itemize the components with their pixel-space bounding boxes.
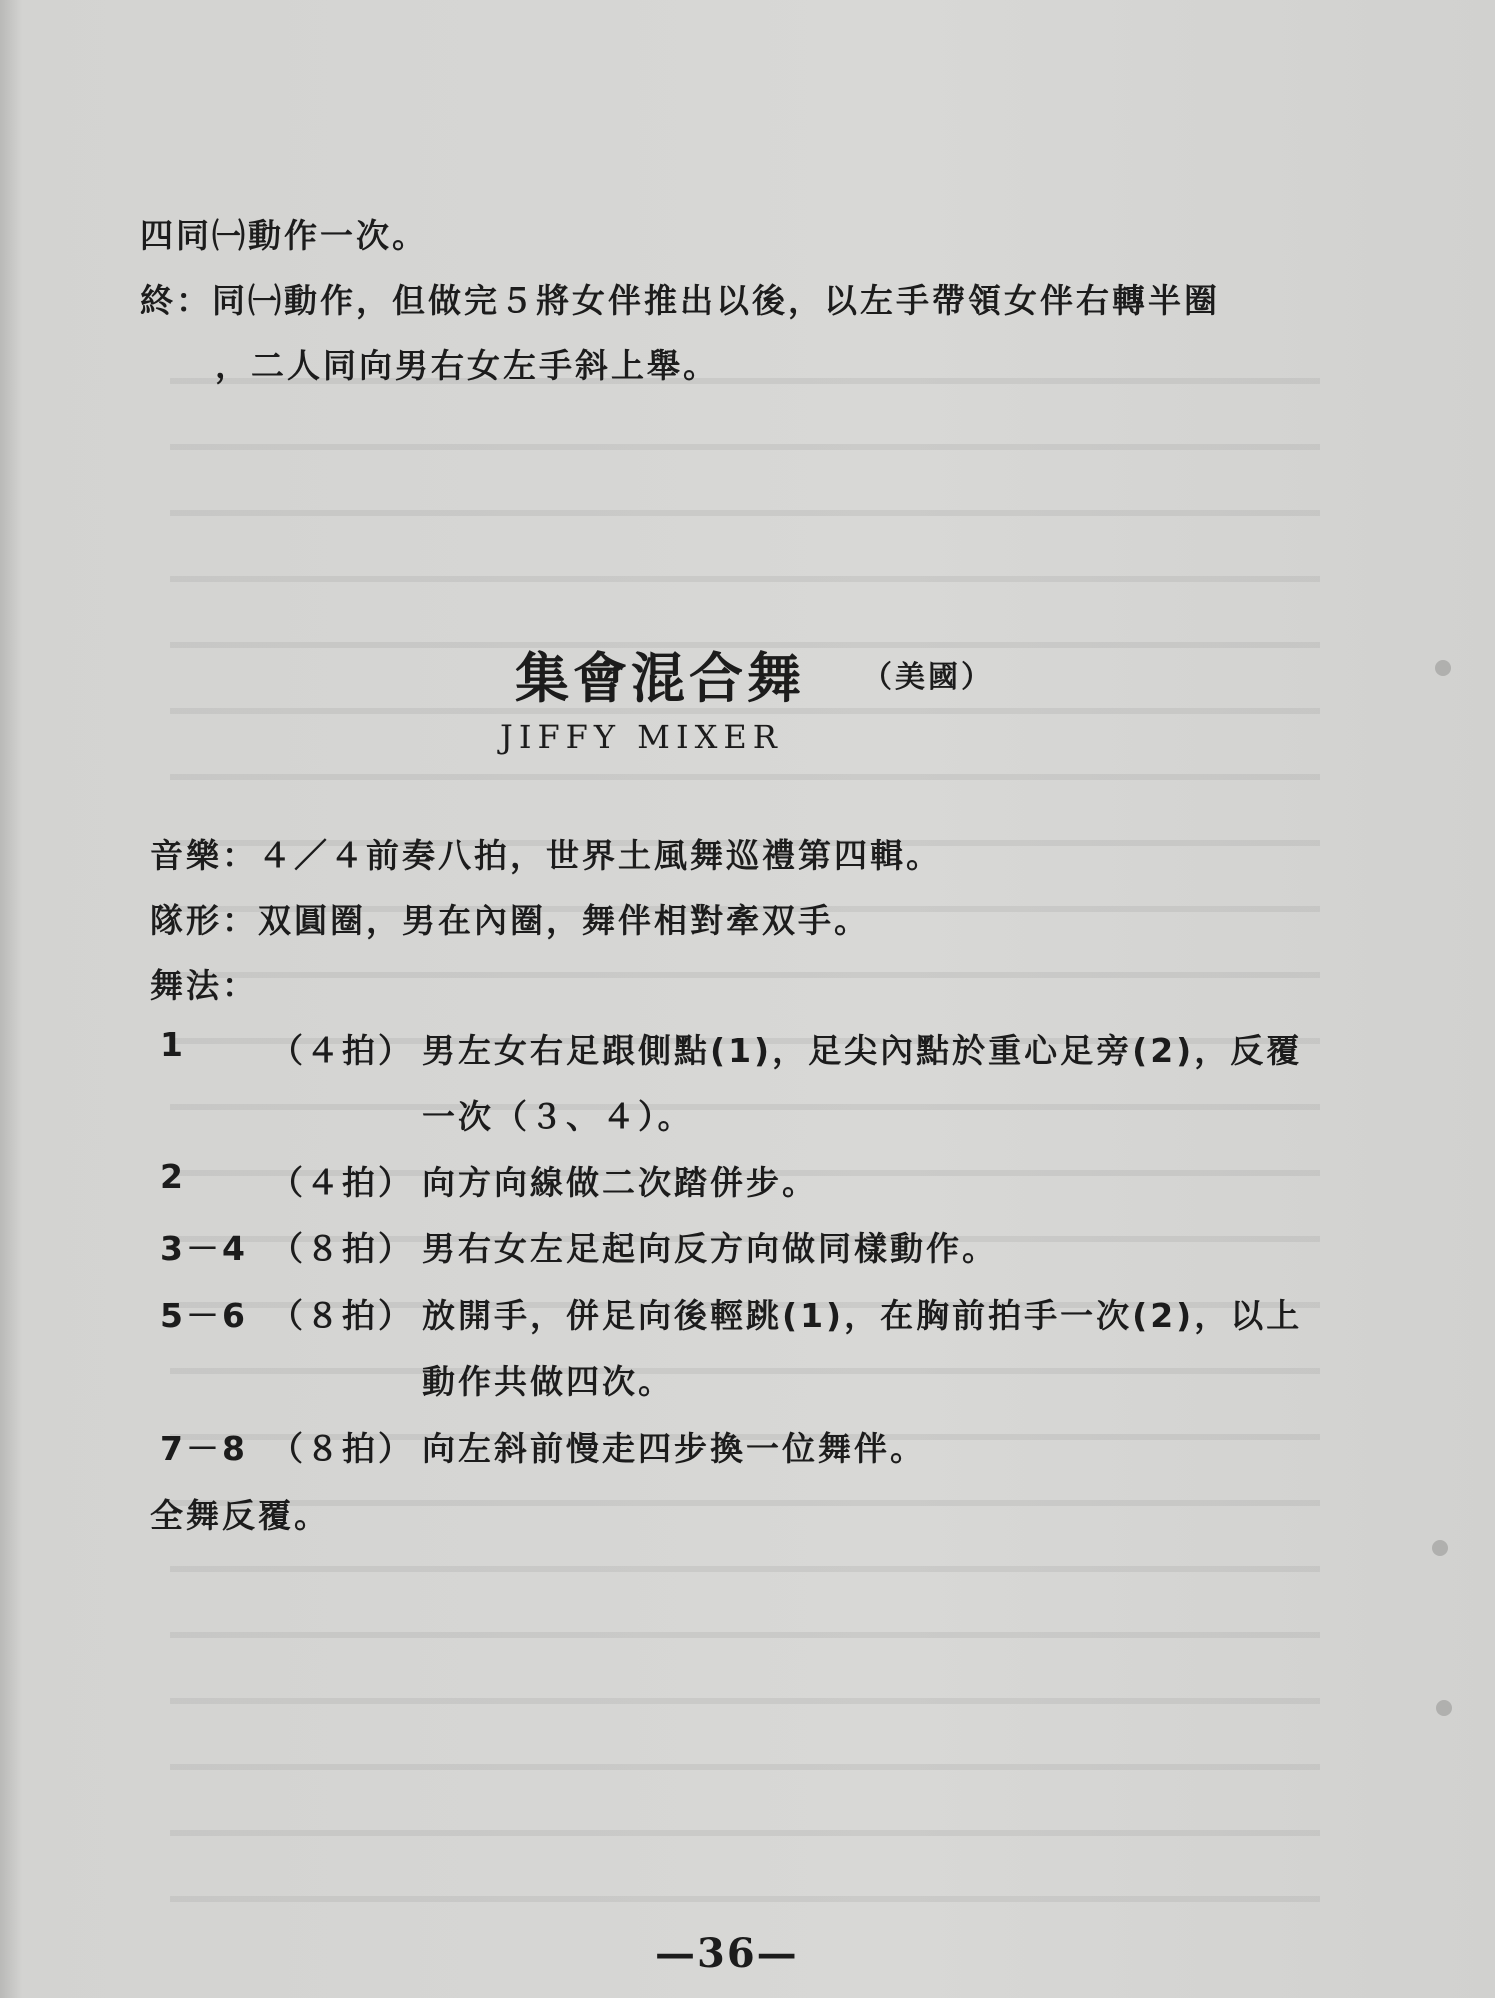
paper-spot	[1436, 1700, 1452, 1716]
dance-title: 集會混合舞	[515, 647, 805, 710]
step-description: 向左斜前慢走四步換一位舞伴。	[422, 1429, 926, 1468]
step-beats: （４拍）	[270, 1163, 414, 1202]
step-description: 男右女左足起向反方向做同樣動作。	[422, 1229, 998, 1268]
method-label: 舞法：	[150, 966, 258, 1005]
step-number: 1	[160, 1025, 186, 1064]
paper-spot	[1435, 660, 1451, 676]
step-number: 7－8	[160, 1429, 248, 1468]
formation-line: 隊形：双圓圈，男在內圈，舞伴相對牽双手。	[150, 901, 870, 940]
step-number: 2	[160, 1157, 186, 1196]
step-description: 放開手，併足向後輕跳(1)，在胸前拍手一次(2)，以上	[422, 1296, 1303, 1335]
step-beats: （８拍）	[270, 1429, 414, 1468]
dance-origin: （美國）	[862, 660, 994, 695]
intro-line-3: ，二人同向男右女左手斜上舉。	[215, 346, 719, 385]
step-beats: （４拍）	[270, 1031, 414, 1070]
paper-spot	[1432, 1540, 1448, 1556]
page-number: —36—	[655, 1930, 799, 1977]
dance-english-title: JIFFY MIXER	[500, 718, 783, 756]
step-number: 3－4	[160, 1229, 248, 1268]
step-number: 5－6	[160, 1296, 248, 1335]
step-description: 男左女右足跟側點(1)，足尖內點於重心足旁(2)，反覆	[422, 1031, 1303, 1070]
step-beats: （８拍）	[270, 1229, 414, 1268]
step-beats: （８拍）	[270, 1296, 414, 1335]
music-line: 音樂：４／４前奏八拍，世界土風舞巡禮第四輯。	[150, 836, 942, 875]
step-description-continued: 動作共做四次。	[422, 1362, 674, 1401]
intro-line-1: 四同㈠動作一次。	[140, 216, 428, 255]
step-description: 向方向線做二次踏併步。	[422, 1163, 818, 1202]
ending-line: 全舞反覆。	[150, 1496, 330, 1535]
intro-line-2: 終：同㈠動作，但做完５將女伴推出以後，以左手帶領女伴右轉半圈	[140, 281, 1220, 320]
bleed-through-texture	[170, 340, 1320, 1940]
step-description-continued: 一次（３、４）。	[422, 1097, 694, 1136]
